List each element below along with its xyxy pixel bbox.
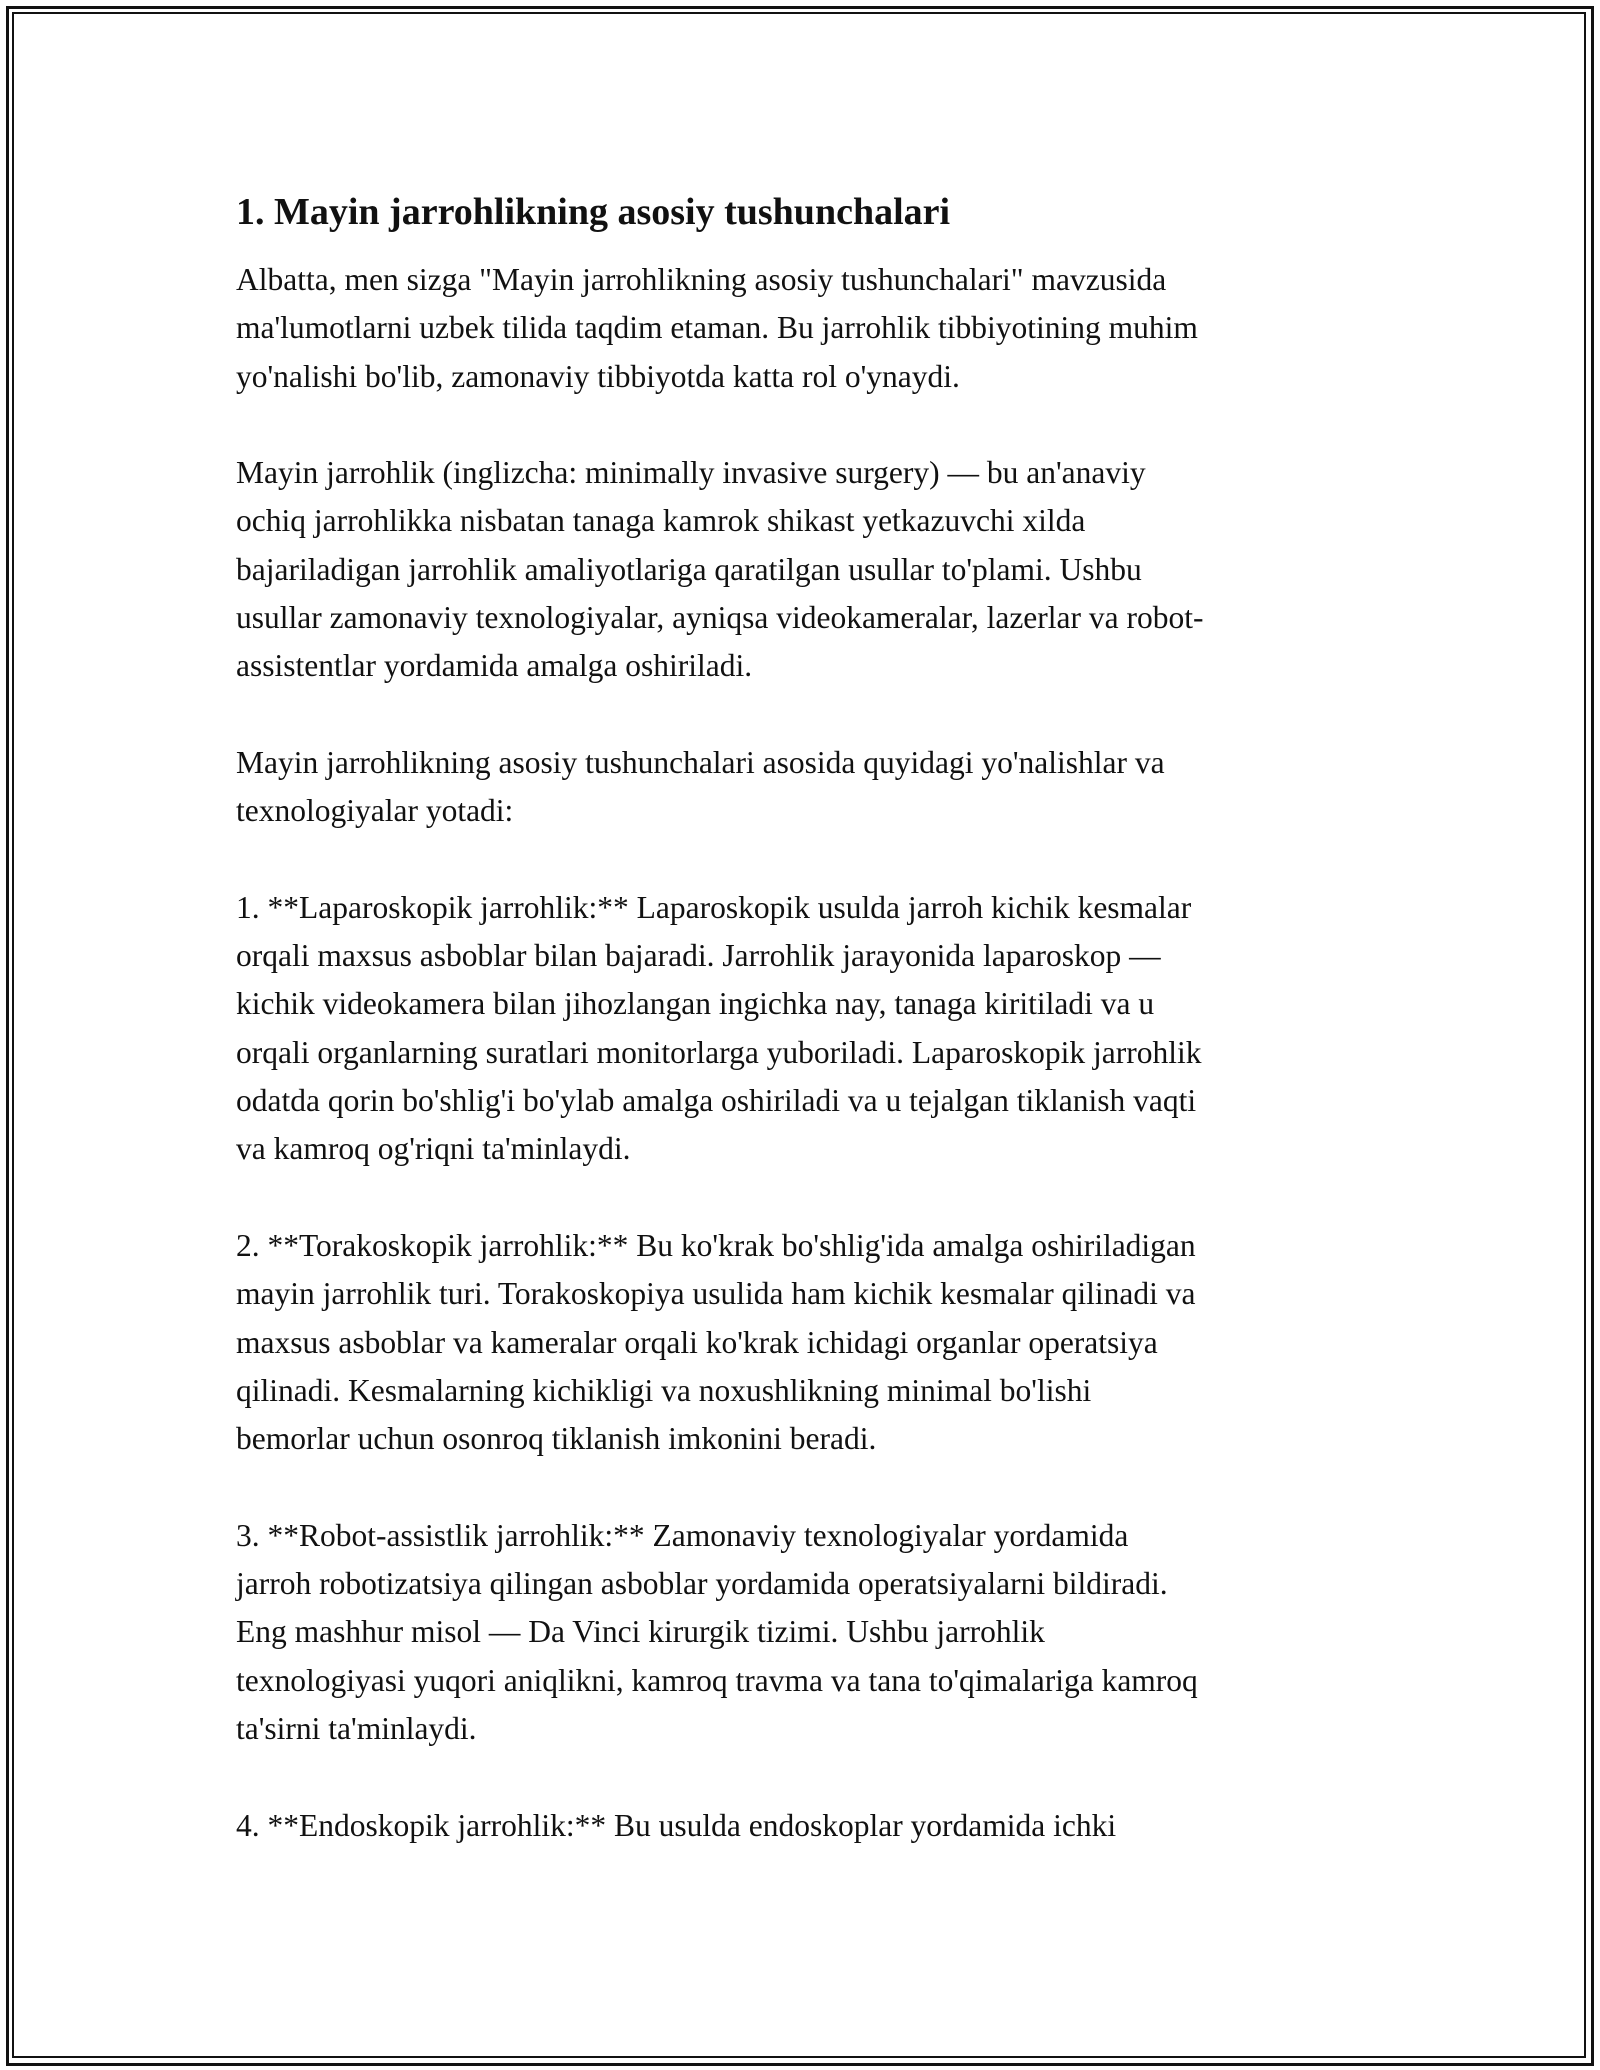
paragraph-intro: Albatta, men sizga "Mayin jarrohlikning asosiy tushunchalari" mavzusida ma'lumotlarni uzbek tilida taqdim etaman. Bu jarrohlik tibbiyotining muhim yo'nalishi bo'lib, zamonaviy tibbiyotda katta rol o'ynaydi. — [236, 262, 1198, 394]
list-item-endoscopic: 4. **Endoskopik jarrohlik:** Bu usulda endoskoplar yordamida ichki — [236, 1807, 1117, 1843]
list-item-laparoscopic: 1. **Laparoskopik jarrohlik:** Laparoskopik usulda jarroh kichik kesmalar orqali maxsus asboblar bilan bajaradi. Jarrohlik jarayonida laparoskop — kichik videokamera bilan jihozlangan ingichka nay, tanaga kiritiladi va u orqali organlarning suratlari monitorlarga yuboriladi. Laparoskopik jarrohlik odatda qorin bo'shlig'i bo'ylab amalga oshiriladi va u tejalgan tiklanish vaqti va kamroq og'riqni ta'minlaydi. — [236, 889, 1202, 1167]
paragraph-definition: Mayin jarrohlik (inglizcha: minimally invasive surgery) — bu an'anaviy ochiq jarrohlikka nisbatan tanaga kamrok shikast yetkazuvchi xilda bajariladigan jarrohlik amaliyotlariga qaratilgan usullar to'plami. Ushbu usullar zamonaviy texnologiyalar, ayniqsa videokameralar, lazerlar va robot- assistentlar yordamida amalga oshiriladi. — [236, 455, 1204, 684]
paragraph-overview: Mayin jarrohlikning asosiy tushunchalari asosida quyidagi yo'nalishlar va texnologiyalar yotadi: — [236, 744, 1165, 829]
document-body — [236, 186, 1376, 1898]
list-item-thoracoscopic: 2. **Torakoskopik jarrohlik:** Bu ko'krak bo'shlig'ida amalga oshiriladigan mayin jarrohlik turi. Torakoskopiya usulida ham kichik kesmalar qilinadi va maxsus asboblar va kameralar orqali ko'krak ichidagi organlar operatsiya qilinadi. Kesmalarning kichikligi va noxushlikning minimal bo'lishi bemorlar uchun osonroq tiklanish imkonini beradi. — [236, 1227, 1196, 1457]
document-title: 1. Mayin jarrohlikning asosiy tushunchalari — [236, 191, 951, 233]
list-item-robot-assisted: 3. **Robot-assistlik jarrohlik:** Zamonaviy texnologiyalar yordamida jarroh robotizatsiya qilingan asboblar yordamida operatsiyalarni bildiradi. Eng mashhur misol — Da Vinci kirurgik tizimi. Ushbu jarrohlik texnologiyasi yuqori aniqlikni, kamroq travma va tana to'qimalariga kamroq ta'sirni ta'minlaydi. — [236, 1517, 1198, 1746]
